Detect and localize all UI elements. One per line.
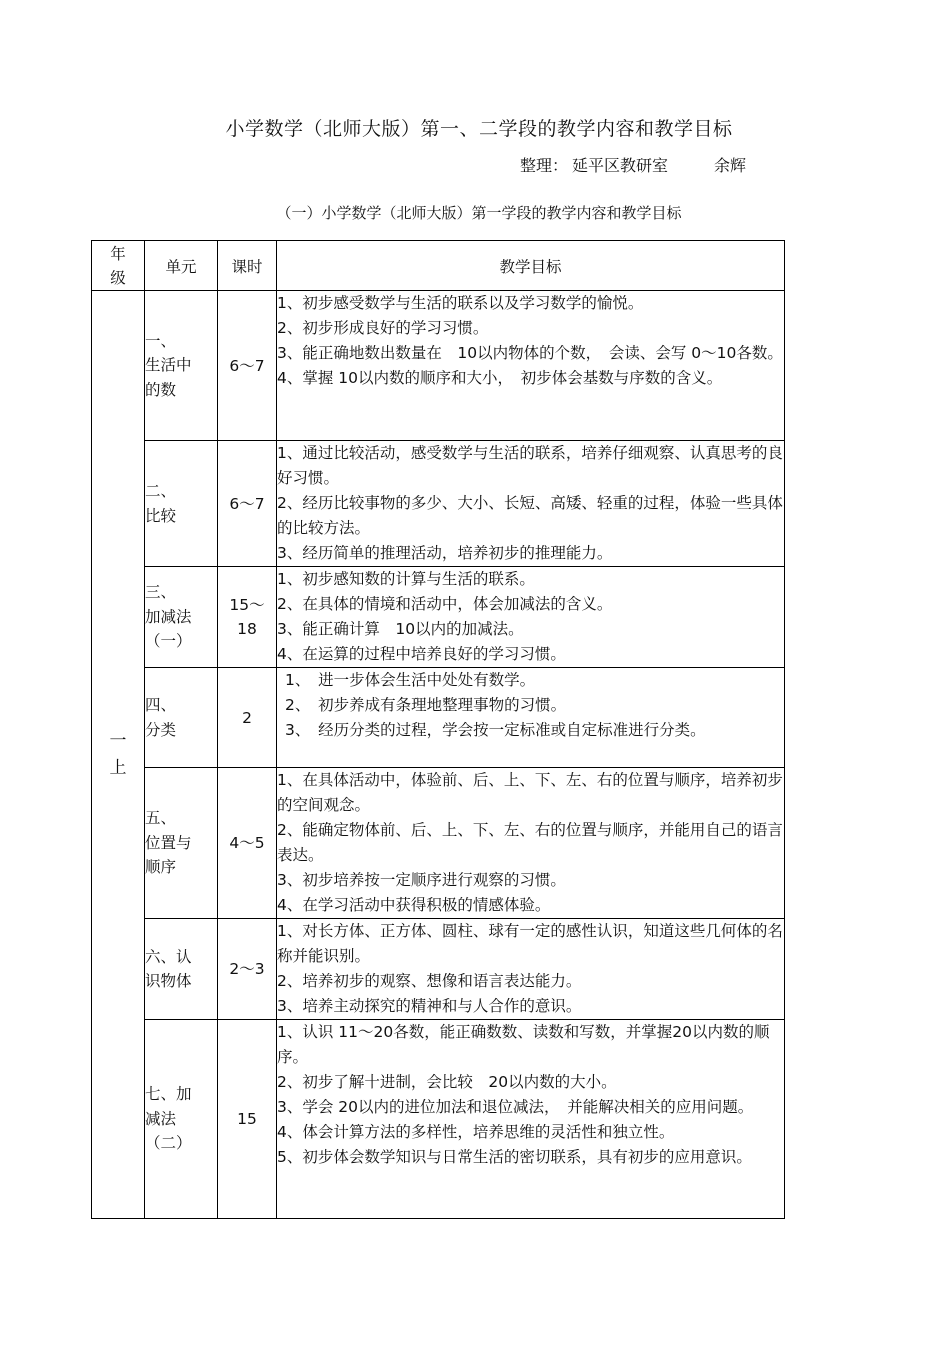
- unit-cell: 一、 生活中 的数: [145, 291, 218, 441]
- unit-cell: 四、 分类: [145, 668, 218, 768]
- header-grade: 年 级: [92, 241, 145, 291]
- document-title: 小学数学（北师大版）第一、二学段的教学内容和教学目标: [225, 118, 733, 140]
- hours-cell: 2～3: [218, 919, 277, 1020]
- compiler-label: 整理：: [520, 156, 569, 175]
- table-row: [92, 567, 785, 668]
- teaching-goals-table: [91, 240, 785, 1219]
- unit-cell: 三、 加减法 （一）: [145, 567, 218, 668]
- table-header-row: [92, 241, 785, 291]
- unit-cell: 五、 位置与 顺序: [145, 768, 218, 919]
- goals-cell: 1、在具体活动中，体验前、后、上、下、左、右的位置与顺序，培养初步的空间观念。 2、能确定物体前、后、上、下、左、右的位置与顺序，并能用自己的语言表达。 3、初步培养按一定顺序进行观察的习惯。 4、在学习活动中获得积极的情感体验。: [277, 768, 785, 919]
- compiler-name: 余辉: [714, 156, 747, 175]
- hours-cell: 4～5: [218, 768, 277, 919]
- goals-cell: 1、认识 11～20各数，能正确数数、读数和写数，并掌握20以内数的顺序。 2、初步了解十进制，会比较 20以内数的大小。 3、学会 20以内的进位加法和退位减法， 并能解决相关的应用问题。 4、体会计算方法的多样性，培养思维的灵活性和独立性。 5、初步体会数学知识与日常生活的密切联系，具有初步的应用意识。: [277, 1020, 785, 1219]
- table-row: [92, 919, 785, 1020]
- table-row: [92, 291, 785, 441]
- header-hours: 课时: [218, 241, 277, 291]
- goals-cell: 1、对长方体、正方体、圆柱、球有一定的感性认识，知道这些几何体的名称并能识别。 2、培养初步的观察、想像和语言表达能力。 3、培养主动探究的精神和与人合作的意识。: [277, 919, 785, 1020]
- section-title: （一）小学数学（北师大版）第一学段的教学内容和教学目标: [276, 204, 682, 222]
- hours-cell: 6～7: [218, 291, 277, 441]
- goals-cell: 1、 进一步体会生活中处处有数学。 2、 初步养成有条理地整理事物的习惯。 3、 经历分类的过程，学会按一定标准或自定标准进行分类。: [277, 668, 785, 768]
- header-unit: 单元: [145, 241, 218, 291]
- goals-cell: 1、初步感知数的计算与生活的联系。 2、在具体的情境和活动中，体会加减法的含义。 3、能正确计算 10以内的加减法。 4、在运算的过程中培养良好的学习习惯。: [277, 567, 785, 668]
- unit-cell: 六、认 识物体: [145, 919, 218, 1020]
- goals-cell: 1、初步感受数学与生活的联系以及学习数学的愉悦。 2、初步形成良好的学习习惯。 3、能正确地数出数量在 10以内物体的个数， 会读、会写 0～10各数。 4、掌握 10以内数的顺序和大小， 初步体会基数与序数的含义。: [277, 291, 785, 441]
- hours-cell: 2: [218, 668, 277, 768]
- table-row: [92, 668, 785, 768]
- compiler-line: [520, 153, 746, 176]
- unit-cell: 二、 比较: [145, 441, 218, 567]
- unit-cell: 七、加 减法 （二）: [145, 1020, 218, 1219]
- table-row: [92, 1020, 785, 1219]
- grade-cell: 一 上: [92, 291, 145, 1219]
- table-row: [92, 441, 785, 567]
- compiler-organization: 延平区教研室: [572, 156, 669, 175]
- table-row: [92, 768, 785, 919]
- hours-cell: 15: [218, 1020, 277, 1219]
- hours-cell: 15～ 18: [218, 567, 277, 668]
- hours-cell: 6～7: [218, 441, 277, 567]
- header-goals: 教学目标: [277, 241, 785, 291]
- goals-cell: 1、通过比较活动，感受数学与生活的联系，培养仔细观察、认真思考的良好习惯。 2、经历比较事物的多少、大小、长短、高矮、轻重的过程，体验一些具体的比较方法。 3、经历简单的推理活动，培养初步的推理能力。: [277, 441, 785, 567]
